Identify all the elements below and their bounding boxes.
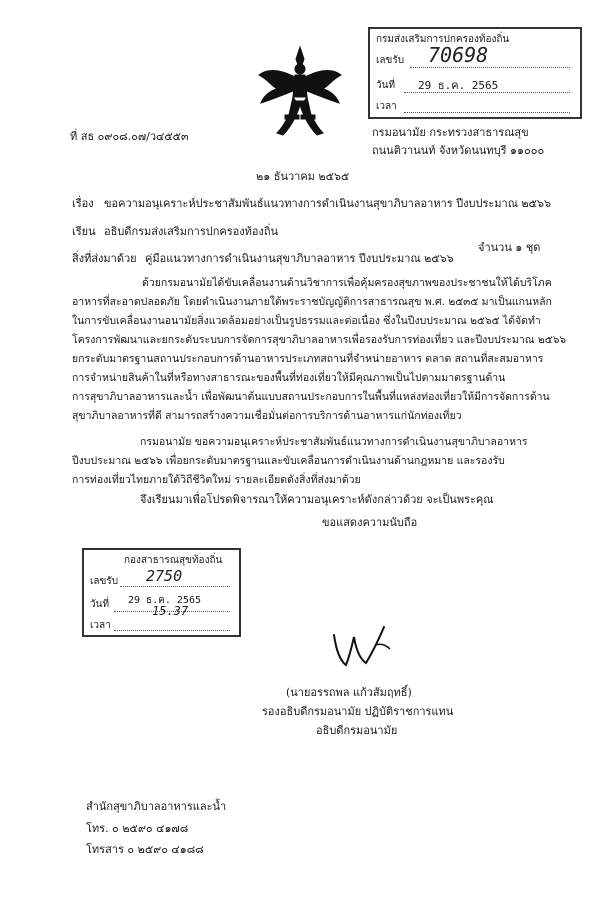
enclosure-label: สิ่งที่ส่งมาด้วย: [72, 252, 137, 265]
enclosure-qty: จำนวน ๑ ชุด: [478, 241, 541, 254]
stamp-time-label: เวลา: [90, 620, 111, 631]
stamp-org: กองสาธารณสุขท้องถิ่น: [124, 555, 223, 566]
footer-unit: สำนักสุขาภิบาลอาหารและน้ำ: [86, 800, 227, 813]
to-text: อธิบดีกรมส่งเสริมการปกครองท้องถิ่น: [104, 225, 279, 238]
paragraph-line: ปีงบประมาณ ๒๕๖๖ เพื่อยกระดับมาตรฐานและขับเคลื่อนการดำเนินงานด้านกฎหมาย และรองรับ: [72, 455, 505, 467]
paragraph-line: การจำหน่ายสินค้าในที่หรือทางสาธารณะของพื้นที่ท่องเที่ยวให้มีคุณภาพเป็นไปตามมาตรฐานด้าน: [72, 372, 506, 384]
subject-label: เรื่อง: [72, 197, 94, 210]
stamp-time-label: เวลา: [376, 101, 397, 112]
stamp-no-value: 70698: [428, 43, 489, 67]
footer-tel: โทร. ๐ ๒๕๙๐ ๔๑๗๘: [86, 822, 189, 835]
garuda-emblem: [255, 45, 345, 140]
signer-name: (นายอรรถพล แก้วสัมฤทธิ์): [286, 686, 412, 699]
paragraph-line: ในการขับเคลื่อนงานอนามัยสิ่งแวดล้อมอย่างเป็นรูปธรรมและต่อเนื่อง ซึ่งในปีงบประมาณ ๒๕๖๕ ได้จัดทำ: [72, 315, 541, 327]
to-label: เรียน: [72, 225, 96, 238]
stamp-date-label: วันที่: [90, 599, 110, 610]
body-paragraph-2: [72, 433, 528, 490]
paragraph-line: โครงการพัฒนาและยกระดับระบบการจัดการสุขาภิบาลอาหารเพื่อรองรับการท่องเที่ยว และปีงบประมาณ ๒๕๖๖: [72, 334, 567, 346]
subject-text: ขอความอนุเคราะห์ประชาสัมพันธ์แนวทางการดำเนินงานสุขาภิบาลอาหาร ปีงบประมาณ ๒๕๖๖: [104, 197, 551, 210]
stamp-date-value: 29 ธ.ค. 2565: [418, 79, 499, 92]
document-date: ๒๑ ธันวาคม ๒๕๖๕: [256, 170, 350, 183]
stamp-no-value: 2750: [146, 567, 183, 585]
stamp-date-value: 29 ธ.ค. 2565: [128, 595, 201, 606]
stamp-date-label: วันที่: [376, 80, 396, 91]
receipt-stamp-bottom: [82, 548, 241, 637]
paragraph-line: การท่องเที่ยวไทยภายใต้วิถีชีวิตใหม่ รายละเอียดดังสิ่งที่ส่งมาด้วย: [72, 474, 361, 486]
signer-position-2: อธิบดีกรมอนามัย: [316, 724, 398, 737]
stamp-org: กรมส่งเสริมการปกครองท้องถิ่น: [376, 34, 510, 45]
signature-mark: [320, 615, 410, 675]
footer-fax: โทรสาร ๐ ๒๕๙๐ ๔๑๘๘: [86, 843, 204, 856]
paragraph-line: ยกระดับมาตรฐานสถานประกอบการด้านอาหารประเภทสถานที่จำหน่ายอาหาร ตลาด สถานที่สะสมอาหาร: [72, 353, 544, 365]
stamp-no-label: เลขรับ: [90, 576, 119, 587]
signer-position-1: รองอธิบดีกรมอนามัย ปฏิบัติราชการแทน: [262, 705, 454, 718]
enclosure-text: คู่มือแนวทางการดำเนินงานสุขาภิบาลอาหาร ปีงบประมาณ ๒๕๖๖: [145, 252, 454, 265]
stamp-time-value: 15.37: [152, 604, 189, 618]
sender-line-1: กรมอนามัย กระทรวงสาธารณสุข: [372, 126, 529, 139]
paragraph-line: การสุขาภิบาลอาหารและน้ำ เพื่อพัฒนาต้นแบบสถานประกอบการในพื้นที่แหล่งท่องเที่ยวให้มีการจัดการด้าน: [72, 391, 550, 403]
closing: ขอแสดงความนับถือ: [322, 516, 418, 529]
body-paragraph-3: จึงเรียนมาเพื่อโปรดพิจารณาให้ความอนุเคราะห์ดังกล่าวด้วย จะเป็นพระคุณ: [140, 493, 494, 506]
paragraph-line: กรมอนามัย ขอความอนุเคราะห์ประชาสัมพันธ์แนวทางการดำเนินงานสุขาภิบาลอาหาร: [140, 436, 528, 448]
document-number: ที่ สธ ๐๙๐๘.๐๗/ว๔๕๕๓: [70, 130, 189, 143]
paragraph-line: สุขาภิบาลอาหารที่ดี สามารถสร้างความเชื่อมั่นต่อการบริการด้านอาหารแก่นักท่องเที่ยว: [72, 410, 462, 422]
paragraph-line: อาหารที่สะอาดปลอดภัย โดยดำเนินงานภายใต้พระราชบัญญัติการสาธารณสุข พ.ศ. ๒๕๓๕ มาเป็นแกนหลัก: [72, 296, 552, 308]
stamp-no-label: เลขรับ: [376, 55, 405, 66]
paragraph-line: ด้วยกรมอนามัยได้ขับเคลื่อนงานด้านวิชาการเพื่อคุ้มครองสุขภาพของประชาชนให้ได้บริโภค: [142, 277, 552, 289]
receipt-stamp-top: [368, 27, 582, 119]
sender-line-2: ถนนติวานนท์ จังหวัดนนทบุรี ๑๑๐๐๐: [372, 144, 545, 157]
body-paragraph-1: [72, 274, 566, 426]
